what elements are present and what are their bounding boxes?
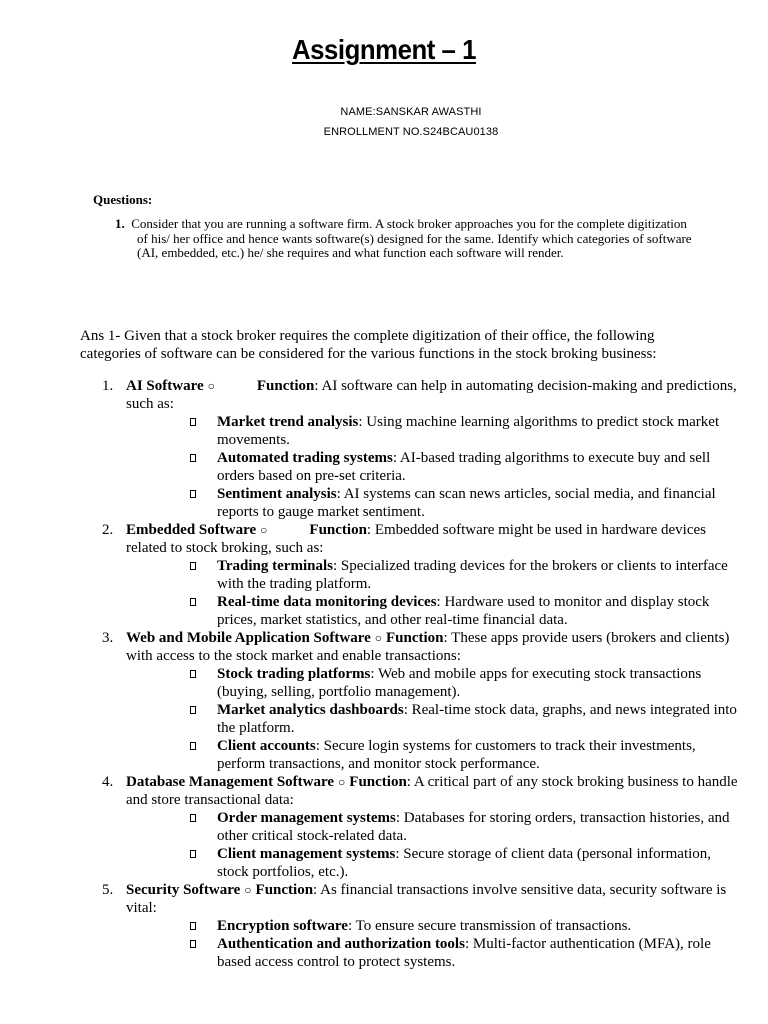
sub-item — [80, 449, 740, 485]
sub-item-label: Authentication and authorization tools — [217, 936, 465, 952]
enrollment-number: ENROLLMENT NO.S24BCAU0138 — [323, 126, 499, 138]
sub-item-text: : To ensure secure transmission of transactions. — [347, 918, 632, 934]
sub-item-text: : Hardware used to monitor and display stock prices, market statistics, and other real-time financial data. — [217, 594, 710, 628]
category-item — [80, 881, 740, 917]
circle-bullet-icon: ○ — [374, 631, 382, 645]
answer-intro: Ans 1- Given that a stock broker requires the complete digitization of their office, the following categories of software can be considered for the various functions in the stock broking business: — [80, 328, 657, 362]
sub-item-label: Real-time data monitoring devices — [217, 594, 437, 610]
sub-item-text: : Real-time stock data, graphs, and news integrated into the platform. — [217, 702, 737, 736]
answer-list — [80, 377, 740, 971]
sub-item — [80, 485, 740, 521]
function-label: Function — [255, 882, 314, 898]
sub-item-text: : Databases for storing orders, transaction histories, and other critical stock-related data. — [217, 810, 730, 844]
category-item — [80, 773, 740, 809]
question-number: 1. — [115, 216, 125, 231]
question-item — [115, 216, 697, 261]
category-name: AI Software — [126, 378, 204, 394]
document-title: Assignment – 1 — [292, 34, 476, 65]
sub-item-label: Stock trading platforms — [217, 666, 371, 682]
sub-item — [80, 665, 740, 701]
function-label: Function — [349, 774, 407, 790]
square-bullet-icon — [190, 706, 196, 714]
sub-item-text: : Web and mobile apps for executing stock transactions (buying, selling, portfolio management). — [217, 666, 702, 700]
function-text: : Embedded software might be used in hardware devices related to stock broking, such as: — [126, 522, 706, 556]
square-bullet-icon — [190, 922, 196, 930]
student-name: NAME:SANSKAR AWASTHI — [340, 106, 482, 118]
function-text: : A critical part of any stock broking business to handle and store transactional data: — [126, 774, 738, 808]
category-item — [80, 377, 740, 413]
category-name: Embedded Software — [126, 522, 257, 538]
square-bullet-icon — [190, 814, 196, 822]
function-label: Function — [256, 378, 315, 394]
square-bullet-icon — [190, 850, 196, 858]
function-text: : As financial transactions involve sensitive data, security software is vital: — [126, 882, 727, 916]
function-label: Function — [386, 630, 444, 646]
category-text — [126, 377, 740, 413]
square-bullet-icon — [190, 670, 196, 678]
sub-item — [80, 701, 740, 737]
category-text — [126, 521, 740, 557]
function-text: : AI software can help in automating decision-making and predictions, such as: — [126, 378, 737, 412]
circle-bullet-icon: ○ — [207, 379, 215, 393]
sub-item-text: : Specialized trading devices for the brokers or clients to interface with the trading platform. — [217, 558, 728, 592]
function-label: Function — [309, 522, 367, 538]
square-bullet-icon — [190, 418, 196, 426]
question-text: Consider that you are running a software firm. A stock broker approaches you for the complete digitization of his/ her office and hence wants software(s) designed for the same. Identify which categories of software (AI, embedded, etc.) he/ she requires and what function each software will render. — [131, 216, 692, 261]
sub-item-label: Client management systems — [217, 846, 396, 862]
sub-item-text: : Multi-factor authentication (MFA), role based access control to protect systems. — [217, 936, 711, 970]
square-bullet-icon — [190, 940, 196, 948]
sub-item — [80, 737, 740, 773]
questions-heading: Questions: — [93, 192, 153, 207]
category-name: Security Software — [126, 882, 241, 898]
sub-item — [80, 809, 740, 845]
circle-bullet-icon: ○ — [338, 775, 346, 789]
sub-item-text: : AI systems can scan news articles, social media, and financial reports to gauge market sentiment. — [217, 486, 716, 520]
category-name: Database Management Software — [126, 774, 335, 790]
category-number: 4. — [102, 774, 114, 790]
sub-item — [80, 935, 740, 971]
category-name: Web and Mobile Application Software — [126, 630, 371, 646]
sub-item-label: Encryption software — [217, 918, 348, 934]
category-text — [126, 629, 740, 665]
category-text — [126, 881, 740, 917]
circle-bullet-icon: ○ — [244, 883, 252, 897]
category-item — [80, 629, 740, 665]
square-bullet-icon — [190, 742, 196, 750]
sub-item-text: : Using machine learning algorithms to predict stock market movements. — [217, 414, 720, 448]
square-bullet-icon — [190, 454, 196, 462]
sub-item — [80, 845, 740, 881]
sub-item-label: Order management systems — [217, 810, 396, 826]
sub-item-text: : Secure storage of client data (personal information, stock portfolios, etc.). — [217, 846, 712, 880]
sub-item-label: Trading terminals — [217, 558, 333, 574]
sub-item-label: Client accounts — [217, 738, 316, 754]
sub-item — [80, 413, 740, 449]
sub-item — [80, 593, 740, 629]
category-text — [126, 773, 740, 809]
sub-item-text: : Secure login systems for customers to track their investments, perform transactions, and monitor stock performance. — [217, 738, 696, 772]
sub-item-label: Market trend analysis — [217, 414, 359, 430]
category-number: 5. — [102, 882, 114, 898]
sub-item-label: Automated trading systems — [217, 450, 393, 466]
function-text: : These apps provide users (brokers and clients) with access to the stock market and enable transactions: — [126, 630, 730, 664]
circle-bullet-icon: ○ — [260, 523, 268, 537]
category-number: 2. — [102, 522, 114, 538]
category-item — [80, 521, 740, 557]
sub-item-label: Market analytics dashboards — [217, 702, 404, 718]
square-bullet-icon — [190, 598, 196, 606]
category-number: 3. — [102, 630, 114, 646]
square-bullet-icon — [190, 562, 196, 570]
square-bullet-icon — [190, 490, 196, 498]
sub-item-label: Sentiment analysis — [217, 486, 337, 502]
sub-item — [80, 557, 740, 593]
category-number: 1. — [102, 378, 114, 394]
sub-item-text: : AI-based trading algorithms to execute buy and sell orders based on pre-set criteria. — [217, 450, 711, 484]
sub-item — [80, 917, 740, 935]
